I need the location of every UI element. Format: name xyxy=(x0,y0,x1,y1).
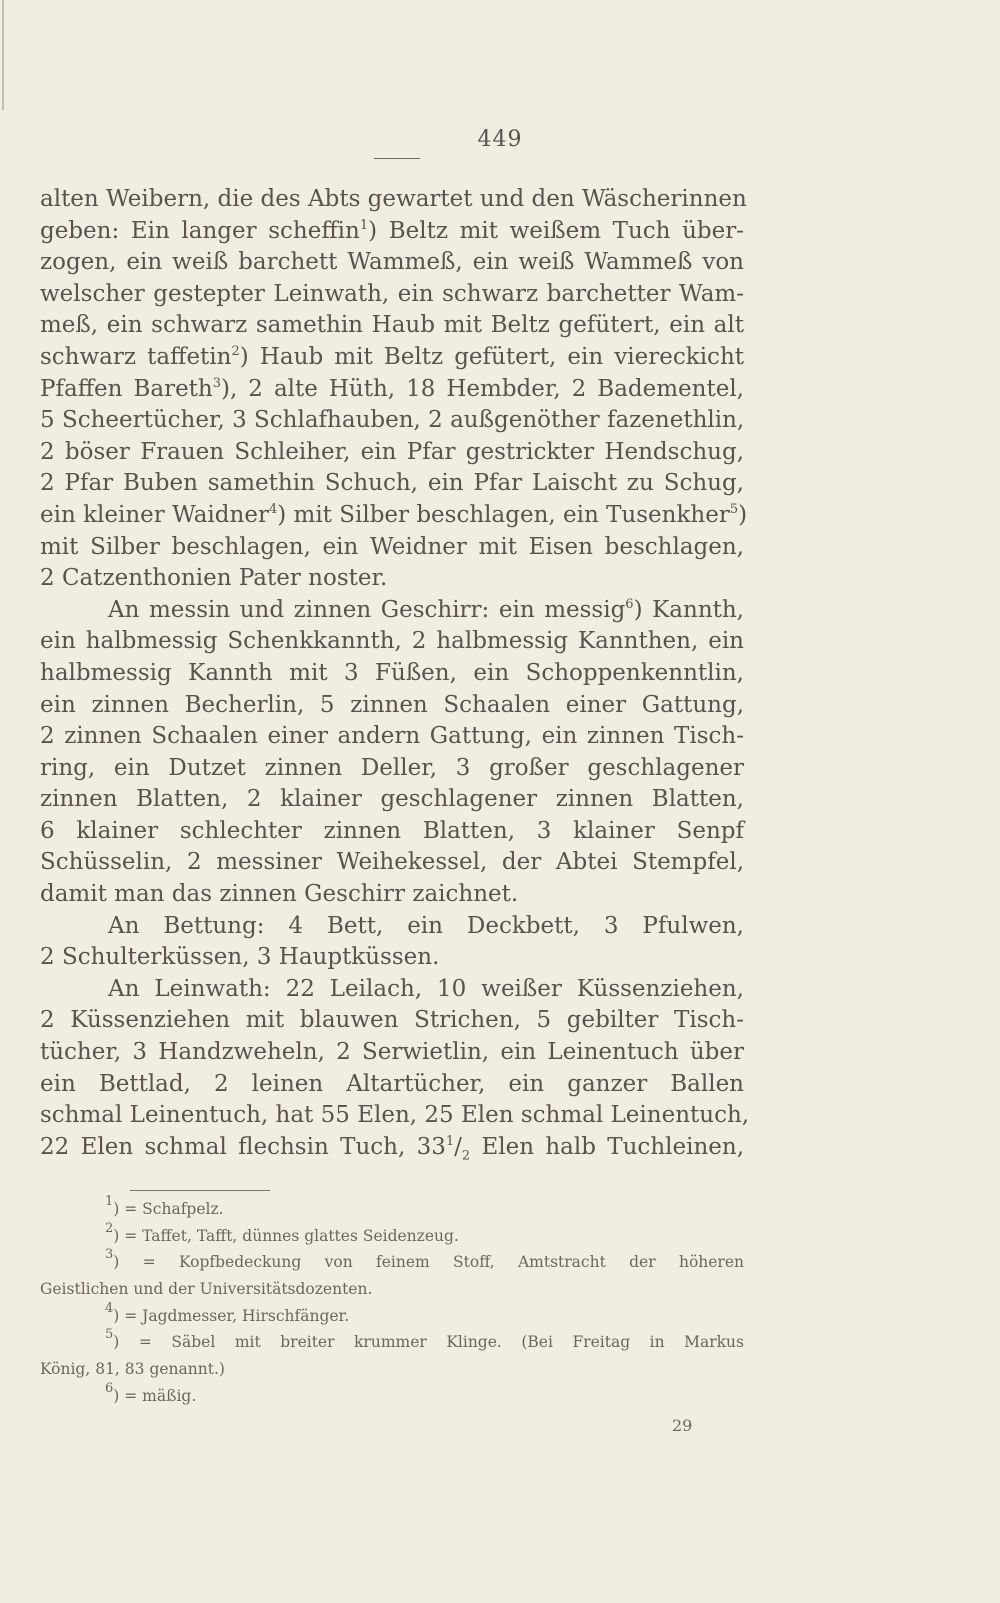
footnote-continuation: König, 81, 83 genannt.) xyxy=(40,1360,225,1379)
page-number: 449 xyxy=(477,127,523,152)
footnote-number: 6 xyxy=(105,1380,114,1396)
footnote-ref: 5 xyxy=(729,501,739,517)
text-line: An Bettung: 4 Bett, ein Deckbett, 3 Pfulwen, xyxy=(108,912,744,939)
fraction-denominator: 2 xyxy=(461,1148,471,1164)
text-line: ring, ein Dutzet zinnen Deller, 3 großer geschlagener xyxy=(40,754,744,781)
text-line: An messin und zinnen Geschirr: ein messig$^6$) Kannth, xyxy=(108,596,744,623)
text-line: tücher, 3 Handzweheln, 2 Serwietlin, ein Leinentuch über xyxy=(40,1039,744,1066)
text-line: alten Weibern, die des Abts gewartet und den Wäscherinnen xyxy=(40,186,747,212)
page-edge-mark xyxy=(2,0,4,110)
text-line: meß, ein schwarz samethin Haub mit Beltz gefütert, ein alt xyxy=(40,312,744,339)
footnote-ref: 2 xyxy=(231,343,240,359)
footnote-number: 2 xyxy=(105,1220,114,1236)
footnote: $^6$) = mäßig. xyxy=(105,1380,197,1405)
text-line: 2 böser Frauen Schleiher, ein Pfar gestrickter Hendschug, xyxy=(40,438,744,465)
text-line: ein Bettlad, 2 leinen Altartücher, ein ganzer Ballen xyxy=(40,1070,744,1097)
body-text xyxy=(40,184,750,1164)
text-line: welscher gestepter Leinwath, ein schwarz barchetter Wam- xyxy=(40,280,744,307)
text-line: An Leinwath: 22 Leilach, 10 weißer Küssenziehen, xyxy=(108,975,744,1002)
page-number-rule xyxy=(374,158,420,159)
text-line: ein zinnen Becherlin, 5 zinnen Schaalen einer Gattung, xyxy=(40,691,744,718)
footnotes xyxy=(40,1196,744,1410)
text-line: 2 Pfar Buben samethin Schuch, ein Pfar Laischt zu Schug, xyxy=(40,470,744,497)
text-line: mit Silber beschlagen, ein Weidner mit Eisen beschlagen, xyxy=(40,533,744,560)
footnote-number: 4 xyxy=(105,1300,114,1316)
footnote: $^3$) = Kopfbedeckung von feinem Stoff, Amtstracht der höheren xyxy=(105,1247,744,1272)
footnote-number: 5 xyxy=(105,1327,114,1343)
text-line: Schüsselin, 2 messiner Weihekessel, der Abtei Stempfel, xyxy=(40,849,744,876)
text-line: ein kleiner Waidner$^4$) mit Silber beschlagen, ein Tusenkher$^5$) xyxy=(40,501,748,528)
footnote-ref: 6 xyxy=(625,596,634,612)
text-line: zinnen Blatten, 2 klainer geschlagener zinnen Blatten, xyxy=(40,786,744,813)
text-line: ein halbmessig Schenkkannth, 2 halbmessig Kannthen, ein xyxy=(40,628,744,655)
text-line: geben: Ein langer scheffin$^1$) Beltz mit weißem Tuch über- xyxy=(40,217,745,244)
text-line: 2 Catzenthonien Pater noster. xyxy=(40,565,388,592)
text-line: Pfaffen Bareth$^3$), 2 alte Hüth, 18 Hembder, 2 Badementel, xyxy=(40,375,744,402)
footnote: $^5$) = Säbel mit breiter krummer Klinge. (Bei Freitag in Markus xyxy=(105,1327,744,1352)
text-line: 6 klainer schlechter zinnen Blatten, 3 klainer Senpf xyxy=(40,817,744,844)
text-line: schwarz taffetin$^2$) Haub mit Beltz gefütert, ein viereckicht xyxy=(40,343,744,370)
footnote-number: 3 xyxy=(105,1247,114,1263)
footnote: $^2$) = Taffet, Tafft, dünnes glattes Seidenzeug. xyxy=(105,1220,459,1245)
text-line: 2 zinnen Schaalen einer andern Gattung, ein zinnen Tisch- xyxy=(40,723,744,750)
footnote: $^4$) = Jagdmesser, Hirschfänger. xyxy=(105,1300,350,1325)
footnote-ref: 3 xyxy=(212,375,222,391)
footnote-ref: 1 xyxy=(359,217,369,233)
footnote-ref: 4 xyxy=(268,501,278,517)
text-line: 22 Elen schmal flechsin Tuch, $33^1/_2$ Elen halb Tuchleinen, xyxy=(40,1133,745,1164)
footnote-number: 1 xyxy=(105,1194,114,1209)
fraction-numerator: 1 xyxy=(445,1133,455,1149)
text-line: halbmessig Kannth mit 3 Füßen, ein Schoppenkenntlin, xyxy=(40,659,744,686)
sheet-signature: 29 xyxy=(672,1416,693,1435)
footnote-continuation: Geistlichen und der Universitätsdozenten. xyxy=(40,1280,373,1299)
text-line: 5 Scheertücher, 3 Schlafhauben, 2 außgenöther fazenethlin, xyxy=(40,407,745,434)
footnote: $^1$) = Schafpelz. xyxy=(105,1194,224,1218)
text-line: schmal Leinentuch, hat 55 Elen, 25 Elen schmal Leinentuch, xyxy=(40,1102,750,1129)
text-line: damit man das zinnen Geschirr zaichnet. xyxy=(40,881,519,908)
text-line: zogen, ein weiß barchett Wammeß, ein weiß Wammeß von xyxy=(40,249,744,276)
footnote-rule xyxy=(130,1190,270,1191)
text-line: 2 Schulterküssen, 3 Hauptküssen. xyxy=(40,944,440,971)
text-line: 2 Küssenziehen mit blauwen Strichen, 5 gebilter Tisch- xyxy=(40,1007,744,1034)
